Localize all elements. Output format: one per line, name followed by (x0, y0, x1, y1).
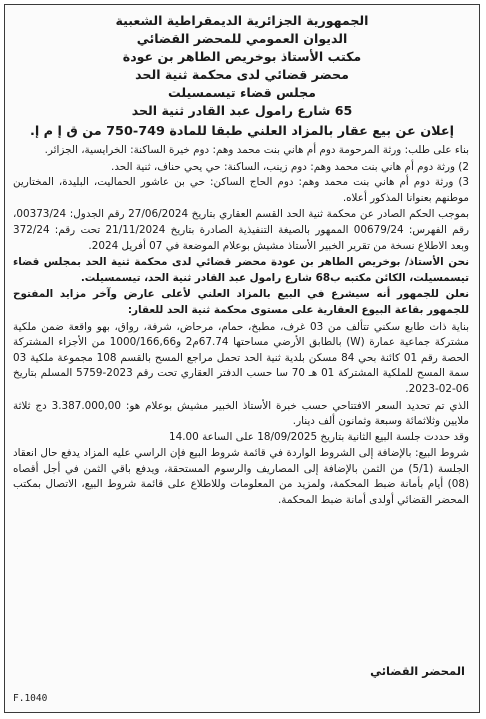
paragraph-requester: بناء على طلب: ورثة المرحومة دوم أم هاني بنت محمد وهم: دوم خيرة الساكنة: الخرايسية، الجزائر. (44, 144, 469, 156)
header-line-office: الديوان العمومي للمحضر القضائي (136, 31, 348, 46)
paragraph-sale-conditions: شروط البيع: بالإضافة إلى الشروط الواردة في قائمة شروط البيع فإن الراسي عليه المزاد يدفع حال انعقاد الجلسة (5/1) من الثمن بالإضافة إلى المصاريف والرسوم المستحقة، ويدفع باقي الثمن في أجل أقصاه (08) أيام بأمانة ضبط المحكمة، ولمزيد من المعلومات وللاطلاع على قائمة شروط البيع، الاتصال بمكتب المحضر القضائي أولدى أمانة ضبط المحكمة. (13, 447, 469, 507)
header-line-bailiff-name: مكتب الأستاذ بوخريص الطاهر بن عودة (122, 49, 362, 64)
document-header (5, 5, 479, 120)
header-line-court: محضر قضائي لدى محكمة ثنية الحد (135, 67, 349, 82)
signature-label: المحضر القضائي (370, 664, 465, 678)
paragraph-opening-price: الذي تم تحديد السعر الافتتاحي حسب خبرة الأستاذ الخبير مشيش بوعلام هو: 3.387.000,00 دج ثلاثة ملايين وثلاثمائة وسبعة وثمانون ألف دينار. (13, 399, 469, 428)
reference-code: F.1040 (13, 693, 48, 704)
header-line-address: 65 شارع رامول عبد القادر ثنية الحد (131, 103, 353, 118)
paragraph-judgment: بموجب الحكم الصادر عن محكمة ثنية الحد القسم العقاري بتاريخ 27/06/2024 رقم الجدول: 00373/24، رقم الفهرس: 00679/24 الممهور بالصيغة التنفيذية الصادرة بتاريخ 21/11/2024 تحت رقم: 372/24 وبعد الاطلاع نسخة من تقرير الخبير الأستاذ مشيش بوعلام الموضعة في 07 أفريل 2024. (13, 208, 469, 252)
header-line-republic: الجمهورية الجزائرية الديمقراطية الشعبية (115, 13, 369, 28)
header-line-judicial-council: مجلس قضاء تيسمسيلت (168, 85, 316, 100)
paragraph-public-notice: نعلن للجمهور أنه سيشرع في البيع بالمزاد العلني لأعلى عارض وآخر مزايد المفتوح للجمهور بقاعة البيوع العقارية على مستوى محكمة ثنية الحد للعقار: (13, 288, 469, 316)
paragraph-heir-2: 2) ورثة دوم أم هاني بنت محمد وهم: دوم زينب، الساكنة: حي يحي حناف، ثنية الحد. (111, 160, 469, 173)
paragraph-property-description: بناية ذات طابع سكني تتألف من 03 غرف، مطبخ، حمام، مرحاض، شرفة، رواق، بهو واقعة ضمن ملكية مشتركة جماعية عمارة (W) بالطابق الأرضي مساحتها 67.74م2 و1000/166,66 من الأجزاء المشتركة الحصة رقم 01 كائنة بحي 84 مسكن بلدية ثنية الحد تحمل مراجع المسح بالقسم 108 مجموعة ملكية 03 سمة المسح للملكية المشتركة 01 هـ 70 سا حسب الدفتر العقاري تحت رقم 2023-5759 المسلم بتاريخ 06-02-2023. (13, 320, 469, 395)
announcement-body (5, 141, 479, 509)
announcement-page (4, 4, 480, 713)
announcement-title: إعلان عن بيع عقار بالمزاد العلني طبقا للمادة 749-750 من ق إ م إ. (29, 124, 455, 139)
paragraph-bailiff: نحن الأستاذ/ بوخريص الطاهر بن عودة محضر قضائي لدى محكمة ثنية الحد بمجلس قضاء تيسمسيلت، الكائن مكتبه ب68 شارع رامول عبد القادر ثنية الحد، تيسمسيلت. (13, 256, 469, 284)
paragraph-session-date: وقد حددت جلسة البيع الثانية بتاريخ 18/09/2025 على الساعة 14.00 (169, 430, 469, 443)
paragraph-heir-3: 3) ورثة دوم أم هاني بنت محمد وهم: دوم الحاج الساكن: حي بن عاشور الحماليت، البليدة، المختارين موطنهم بعنوانا المذكور أعلاه. (13, 176, 469, 204)
